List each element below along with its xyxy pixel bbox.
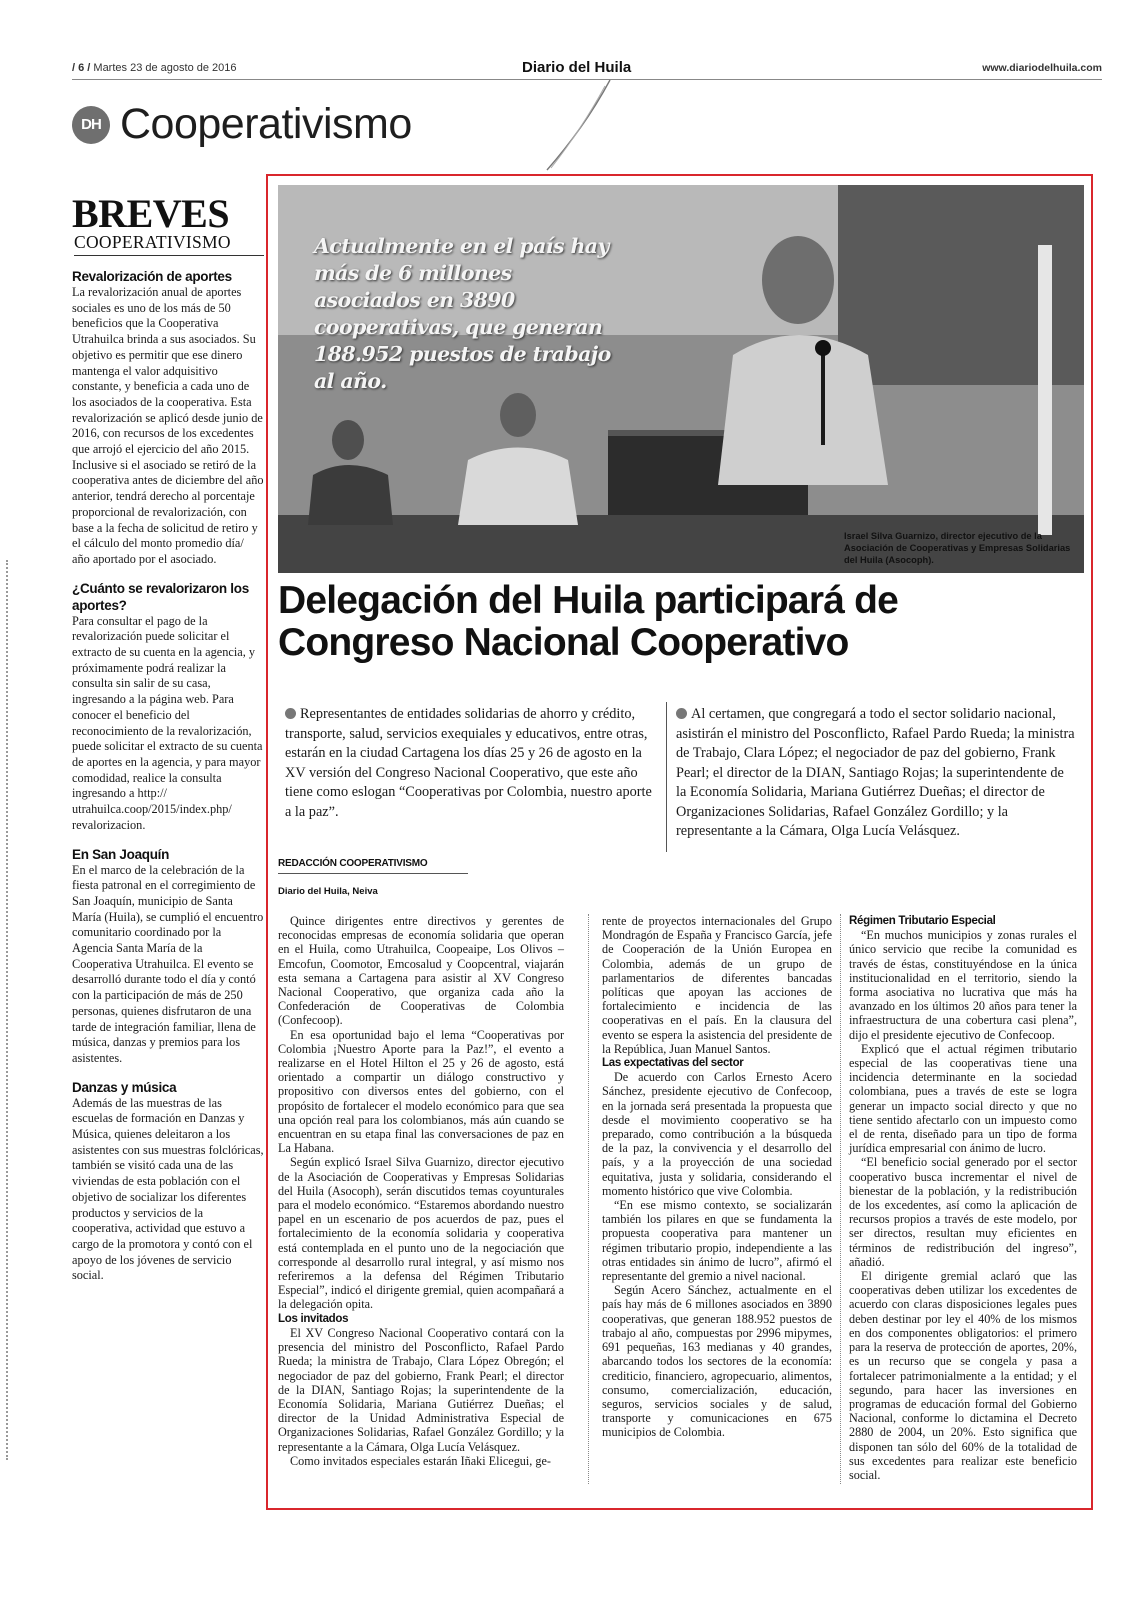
brief-body: En el marco de la celebración de la fiesta patronal en el corregimiento de San Joaquín, municipio de Santa María (Huila), se cumplió el encuentro comunitario coordinado por la Agencia Santa María de la Cooperativa Utrahuilca. El evento se desarrolló durante todo el día y contó con la participación de más de 250 personas, quienes disfrutaron de una tarde de integración familiar, llena de música, danzas y premios para los asistentes. (72, 862, 264, 1065)
photo-caption: Israel Silva Guarnizo, director ejecutivo de la Asociación de Cooperativas y Empresas Solidarias del Huila (Asocoph). (844, 531, 1071, 565)
subheading: Los invitados (278, 1312, 349, 1325)
lead-text-right: Al certamen, que congregará a todo el sector solidario nacional, asistirán el ministro del Posconflicto, Rafael Pardo Rueda; la ministra de Trabajo, Clara López; el negociador de paz del gobierno, Frank Pearl; el director de la DIAN, Santiago Rojas; la superintendente de la Economía Solidaria, Mariana Gutiérrez Dueñas; el director de Organizaciones Solidarias, Rafael González Gordillo; y la representante a la Cámara, Olga Lucía Velásquez. (676, 706, 1075, 839)
body-paragraph: rente de proyectos internacionales del Grupo Mondragón de España y Francisco García, jefe de Cooperación de la Unión Europea en Colombia, además de un grupo de parlamentarios de diferentes bancadas políticas que apoyan las acciones de fortalecimiento e incidencia de las cooperativas en el país. En la clausura del evento se espera la asistencia del presidente de la República, Juan Manuel Santos. (602, 914, 832, 1056)
byline-rule (278, 873, 468, 874)
photo-pull-quote: Actualmente en el país hay más de 6 millones asociados en 3890 cooperativas, que generan 188.952 puestos de trabajo al año. (314, 234, 611, 393)
body-paragraph: Como invitados especiales estarán Iñaki Elicegui, ge- (290, 1453, 551, 1468)
subheading: Régimen Tributario Especial (849, 915, 996, 927)
body-paragraph: “En ese mismo contexto, se socializarán también los pilares en que se fundamenta la propuesta cooperativa para mantener un régimen tributario propio, independiente a las otras entidades sin ánimo de lucro”, afirmó el representante del gremio a nivel nacional. (602, 1198, 832, 1284)
body-column-3 (849, 914, 1077, 1482)
brief-heading: ¿Cuánto se revalorizaron los aportes? (72, 580, 249, 613)
column-divider (588, 914, 589, 1484)
brief-body: La revalorización anual de aportes sociales es uno de los más de 50 beneficios que la Cooperativa Utrahuilca brinda a sus asociados. Su objetivo es permitir que ese dinero mantenga el valor adquisitivo constante, y beneficia a cada uno de los asociados de la cooperativa. Esta revalorización se aplicó desde junio de 2016, con recursos de los excedentes que arrojó el ejercicio del año 2015. Inclusive si el asociado se retiró de la cooperativa antes de diciembre del año anterior, tendrá derecho al porcentaje proporcional de revalorización, con base a la fecha de solicitud de retiro y el cálculo del monto promedio día/ año aportado por el asociado. (72, 285, 264, 566)
brief-body: Para consultar el pago de la revalorización puede solicitar el extracto de su cuenta en la agencia, y próximamente podrá realizar la consulta sin salir de su casa, ingresando a la página web. Para conocer el beneficio del reconocimiento de la revalorización, puede solicitar el extracto de su cuenta de aportes en la agencia, y para mayor comodidad, realice la consulta ingresando a http:// utrahuilca.coop/2015/index.php/ revalorizacion. (72, 613, 263, 832)
brief-item (72, 1079, 264, 1284)
breves-title: BREVES (72, 191, 230, 236)
body-paragraph: Quince dirigentes entre directivos y gerentes de reconocidas empresas de economía solidaria que operan en el Huila, como Utrahuilca, Coopeaipe, Los Olivos – Emcofun, Coomotor, Emcosalud y Coopcentral, viajarán esta semana a Cartagena para asistir al XV Congreso Nacional Cooperativo, que organiza cada año la Confederación de Cooperativas de Colombia (Confecoop). (278, 914, 564, 1028)
body-paragraph: Según explicó Israel Silva Guarnizo, director ejecutivo de la Asociación de Cooperativas y Empresas Solidarias del Huila (Asocoph), serán discutidos temas coyunturales para el modelo económico. “Estaremos abordando nuestro papel en un escenario de pos acuerdos de paz, pues el fortalecimiento de la economía solidaria y cooperativa está contemplada en el punto uno de la negociación que corresponde al desarrollo rural integral, y así mismo nos referiremos a la defensa del Régimen Tributario Especial”, indicó el dirigente gremial, quien acompañará a la delegación opita. (278, 1155, 564, 1312)
column-divider (840, 914, 841, 1484)
dateline: Diario del Huila, Neiva (278, 886, 378, 897)
body-paragraph: En esa oportunidad bajo el lema “Cooperativas por Colombia ¡Nuestro Aporte para la Paz!”, el evento a realizarse en el Hotel Hilton el 25 y 26 de agosto, está orientado a compartir un diálogo constructivo y propositivo con diversos entes del gobierno, con el propósito de fortalecer el modelo económico para que sea una opción real para los colombianos, más aún cuando se encuentran en su etapa final las conversaciones de paz en La Habana. (278, 1027, 564, 1156)
brief-item (72, 580, 264, 834)
dh-logo: DH (72, 106, 110, 144)
body-column-1 (278, 914, 564, 1468)
masthead-name: Huila (594, 59, 632, 76)
masthead-prefix: Diario del (522, 59, 591, 76)
margin-dots (6, 560, 8, 1460)
body-paragraph: “El beneficio social generado por el sector cooperativo busca incrementar el nivel de bienestar de la población, y la redistribución de los excedentes, así como la aplicación de recursos propios a través de este modelo, por ser directos, resultan muy eficientes en términos de redistribución del ingreso”, añadió. (849, 1155, 1077, 1269)
brief-item (72, 846, 264, 1067)
body-paragraph: Explicó que el actual régimen tributario especial de las cooperativas tiene una incidencia determinante en la sociedad colombiana, pues a través de este se logra generar un impacto social directo y que no tiene sentido afectarlo con un impuesto como el de renta, diseñado para un tipo de forma jurídica empresarial con ánimo de lucro. (849, 1041, 1077, 1156)
page-number: / 6 / (72, 62, 91, 74)
page-header (72, 59, 1102, 78)
body-paragraph: El XV Congreso Nacional Cooperativo contará con la presencia del ministro del Posconflicto, Rafael Pardo Rueda; la ministra de Trabajo, Clara López Obregón; el negociador de paz del gobierno, Frank Pearl; el director de la DIAN, Santiago Rojas; la superintendente de la Economía Solidaria, Mariana Gutiérrez Dueñas; el director de la Unidad Administrativa Especial de Organizaciones Solidarias, Rafael González Gordillo; y la representante a la Cámara, Olga Lucía Velásquez. (278, 1325, 564, 1454)
brief-heading: En San Joaquín (72, 846, 170, 862)
body-paragraph: De acuerdo con Carlos Ernesto Acero Sánchez, presidente ejecutivo de Confecoop, en la jornada será presentada la propuesta que desde el movimiento cooperativo se ha preparado, como contribución a la búsqueda de la paz, la convivencia y el desarrollo del país, y a la proyección de una sociedad equitativa, justa y solidaria, considerando el momento histórico que vive Colombia. (602, 1070, 832, 1198)
byline: REDACCIÓN COOPERATIVISMO (278, 858, 428, 869)
body-column-2 (602, 914, 832, 1440)
bullet-icon (285, 708, 296, 719)
brief-item (72, 268, 264, 568)
body-paragraph: “En muchos municipios y zonas rurales el único servicio que recibe la comunidad es través de éstas, constituyéndose en la única institucionalidad en el territorio, siendo la forma asociativa no lucrativa que más ha avanzado en los últimos 20 años para tener la infraestructura de una cobertura casi plena”, dijo el presidente ejecutivo de Confecoop. (849, 928, 1077, 1042)
section-title: Cooperativismo (120, 100, 412, 148)
lead-paragraph-right (676, 705, 1076, 842)
brief-body: Además de las muestras de las escuelas de formación en Danzas y Música, quienes deleitaron a los asistentes con sus muestras folclóricas, también se visitó cada una de las viviendas de esta población con el objetivo de socializar los diferentes productos y servicios de la cooperativa, actividad que estuvo a cargo de la promotora y contó con el apoyo de los jóvenes de servicio social. (72, 1095, 264, 1283)
breves-column (72, 191, 264, 1284)
body-paragraph: El dirigente gremial aclaró que las cooperativas deben utilizar los excedentes de acuerdo con claras disposiciones legales pues deben destinar por ley el 40% de los mismos en dos componentes obligatorios: el primero para la reserva de protección de aportes, 20%, es un recurso que se congela y pasa a fortalecer patrimonialmente a la entidad; y el segundo, para hacer las inversiones en programas de educación formal del Gobierno Nacional, conforme lo dictamina el Decreto 2880 de 2004, un 20%. Esto significa que disponen tan sólo del 60% de la totalidad de sus excedentes para realizar este beneficio social. (849, 1269, 1077, 1482)
decorative-swoosh (545, 78, 615, 173)
breves-subtitle: COOPERATIVISMO (74, 232, 264, 256)
page-date-line (72, 62, 237, 74)
article-photo (278, 185, 1084, 573)
lead-paragraph-left (285, 705, 657, 822)
issue-date: Martes 23 de agosto de 2016 (93, 62, 237, 74)
body-paragraph: Según Acero Sánchez, actualmente en el país hay más de 6 millones asociados en 3890 cooperativas, que generan 188.952 puestos de trabajo al año, compuestas por 2996 mipymes, 691 pequeñas, 163 medianas y 40 grandes, abarcando todos los sectores de la economía: crediticio, financiero, agropecuario, alimentos, consumo, comercialización, educación, seguros, servicios sociales y de salud, transporte y comunicaciones en 675 municipios de Colombia. (602, 1283, 832, 1440)
subheading: Las expectativas del sector (602, 1057, 744, 1070)
bullet-icon (676, 708, 687, 719)
brief-heading: Revalorización de aportes (72, 269, 232, 284)
website-url: www.diariodelhuila.com (982, 62, 1102, 74)
lead-text-left: Representantes de entidades solidarias de ahorro y crédito, transporte, salud, servicios exequiales y educativos, entre otras, estarán en la ciudad Cartagena los días 25 y 26 de agosto en la XV versión del Congreso Nacional Cooperativo, que este año tiene como eslogan “Cooperativas por Colombia, nuestro aporte a la paz”. (285, 706, 652, 820)
brief-heading: Danzas y música (72, 1079, 177, 1095)
lead-divider (666, 702, 667, 852)
masthead (522, 59, 631, 76)
article-headline: Delegación del Huila participará de Congreso Nacional Cooperativo (278, 579, 899, 664)
